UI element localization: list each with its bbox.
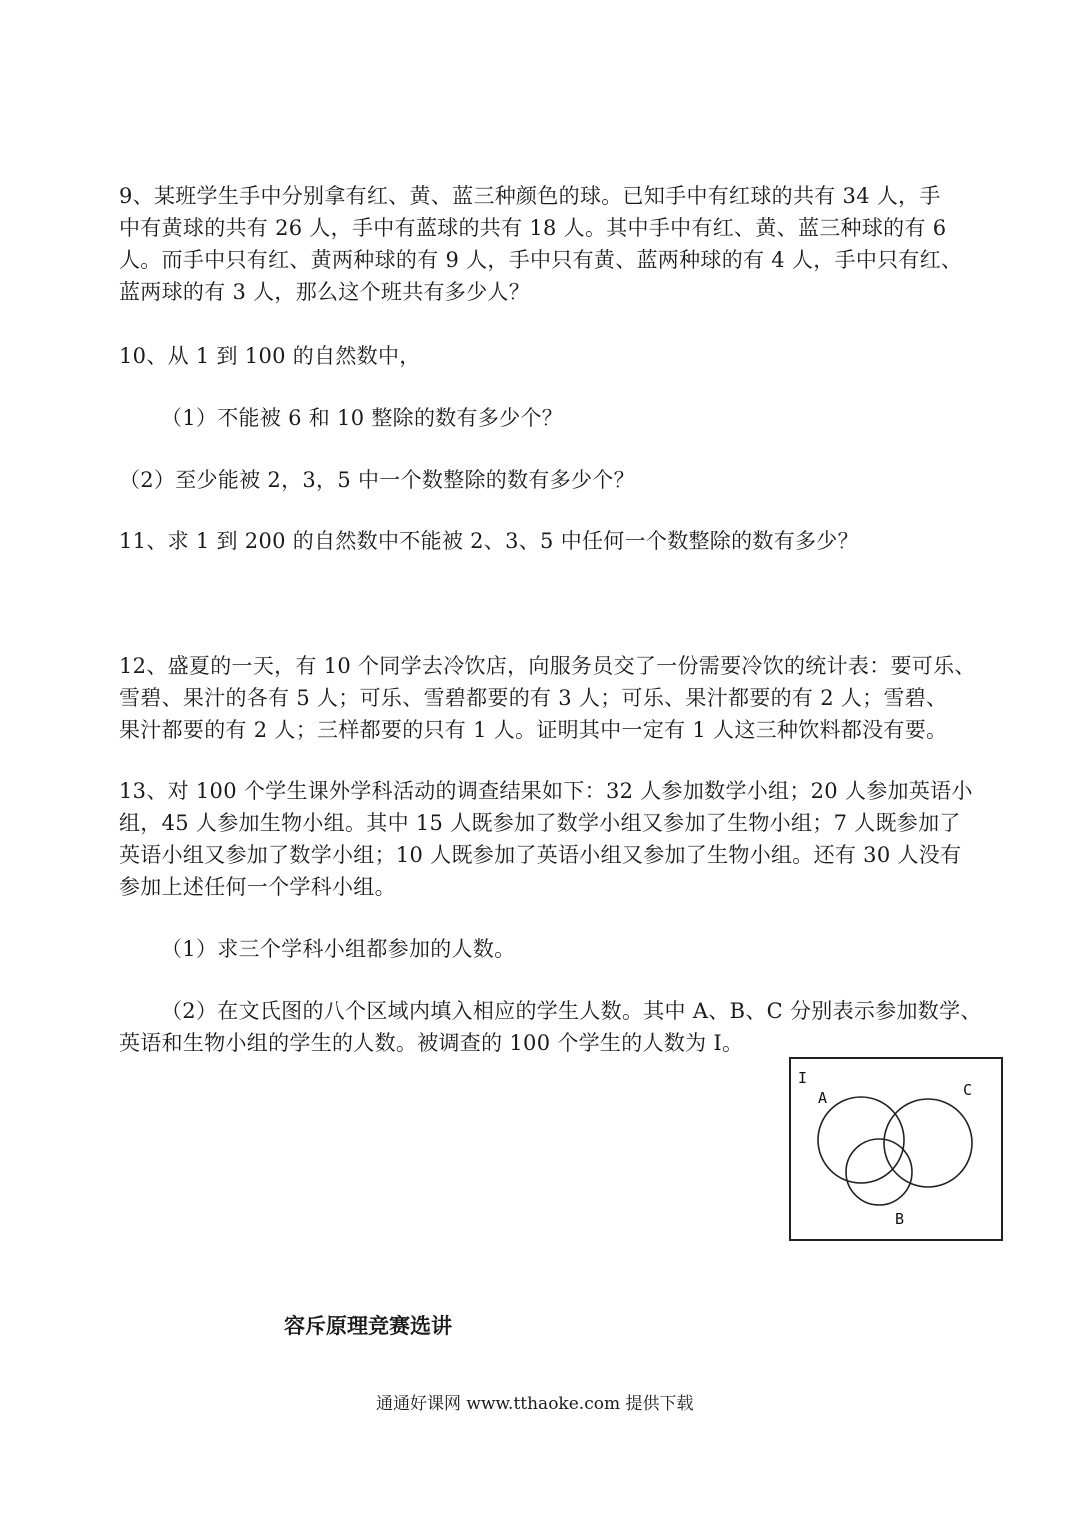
venn-label-c: C (963, 1081, 973, 1099)
problem-9-line-1: 9、某班学生手中分别拿有红、黄、蓝三种颜色的球。已知手中有红球的共有 34 人，手 (119, 184, 941, 208)
problem-10-stem: 10、从 1 到 100 的自然数中， (119, 344, 421, 368)
problem-13-sub-1: （1）求三个学科小组都参加的人数。 (161, 937, 516, 961)
problem-13-line-4: 参加上述任何一个学科小组。 (119, 875, 396, 899)
venn-circle-b (846, 1139, 912, 1205)
problem-13-line-1: 13、对 100 个学生课外学科活动的调查结果如下：32 人参加数学小组；20 人参加英语小 (119, 779, 973, 803)
problem-10-sub-1: （1）不能被 6 和 10 整除的数有多少个？ (161, 406, 564, 430)
problem-12-line-2: 雪碧、果汁的各有 5 人；可乐、雪碧都要的有 3 人；可乐、果汁都要的有 2 人；雪碧、 (119, 686, 948, 710)
venn-diagram (788, 1056, 1004, 1242)
problem-13-sub-2-line-2: 英语和生物小组的学生的人数。被调查的 100 个学生的人数为 I。 (119, 1031, 744, 1055)
problem-13-line-3: 英语小组又参加了数学小组；10 人既参加了英语小组又参加了生物小组。还有 30 人没有 (119, 843, 962, 867)
venn-label-a: A (818, 1089, 828, 1107)
problem-9-line-2: 中有黄球的共有 26 人，手中有蓝球的共有 18 人。其中手中有红、黄、蓝三种球的有 6 (119, 216, 947, 240)
venn-label-universe: I (798, 1069, 808, 1087)
problem-13-line-2: 组，45 人参加生物小组。其中 15 人既参加了数学小组又参加了生物小组；7 人既参加了 (119, 811, 961, 835)
problem-9-line-4: 蓝两球的有 3 人，那么这个班共有多少人？ (119, 280, 531, 304)
problem-10-sub-2: （2）至少能被 2，3，5 中一个数整除的数有多少个？ (119, 468, 635, 492)
venn-circle-c (884, 1099, 972, 1187)
footer-credit: 通通好课网 www.tthaoke.com 提供下载 (376, 1394, 694, 1414)
problem-12-line-3: 果汁都要的有 2 人；三样都要的只有 1 人。证明其中一定有 1 人这三种饮料都没有要。 (119, 718, 948, 742)
problem-12-line-1: 12、盛夏的一天，有 10 个同学去冷饮店，向服务员交了一份需要冷饮的统计表：要可乐、 (119, 654, 976, 678)
venn-circle-a (818, 1097, 904, 1183)
problem-13-sub-2-line-1: （2）在文氏图的八个区域内填入相应的学生人数。其中 A、B、C 分别表示参加数学、 (161, 999, 982, 1023)
section-title: 容斥原理竞赛选讲 (284, 1314, 452, 1338)
problem-11-stem: 11、求 1 到 200 的自然数中不能被 2、3、5 中任何一个数整除的数有多少？ (119, 529, 859, 553)
venn-label-b: B (895, 1210, 905, 1228)
problem-9-line-3: 人。而手中只有红、黄两种球的有 9 人，手中只有黄、蓝两种球的有 4 人，手中只有红、 (119, 248, 963, 272)
